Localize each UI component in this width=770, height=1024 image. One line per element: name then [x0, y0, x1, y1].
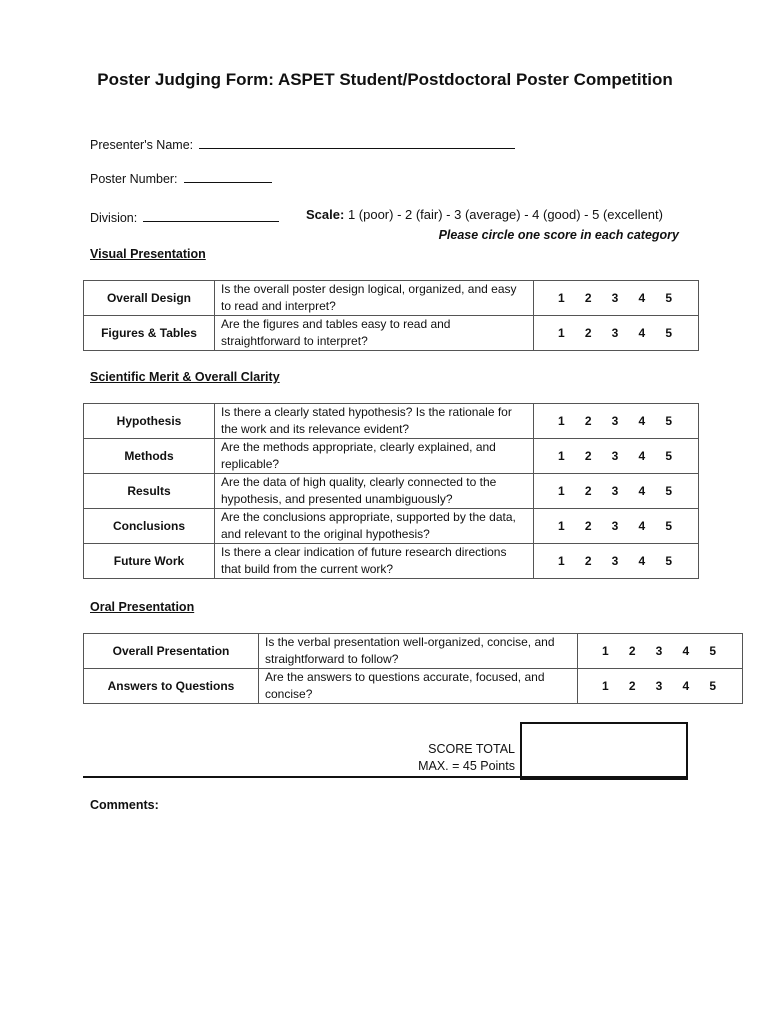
poster-number-field[interactable]: [90, 170, 272, 186]
table-row: [84, 544, 699, 579]
score-option[interactable]: 2: [584, 449, 592, 463]
score-total-text: SCORE TOTAL: [428, 742, 515, 756]
score-option[interactable]: 1: [558, 554, 565, 568]
table-row: [84, 281, 699, 316]
division-label: Division:: [90, 211, 138, 225]
form-title: Poster Judging Form: ASPET Student/Postdoctoral Poster Competition: [97, 70, 673, 89]
section-title-visual: Visual Presentation: [90, 247, 206, 261]
score-option[interactable]: 4: [638, 414, 646, 428]
score-option[interactable]: 3: [611, 449, 619, 463]
score-option[interactable]: 4: [638, 449, 646, 463]
table-row: [84, 509, 699, 544]
score-option[interactable]: 5: [665, 326, 672, 340]
score-option[interactable]: 5: [709, 644, 716, 658]
question-cell: Are the answers to questions accurate, focused, and concise?: [259, 669, 578, 704]
scale-label: Scale:: [306, 207, 345, 222]
table-row: [84, 634, 743, 669]
score-option[interactable]: 3: [611, 484, 619, 498]
score-option[interactable]: 2: [584, 414, 592, 428]
category-cell: Results: [84, 474, 215, 509]
score-option[interactable]: 3: [611, 326, 619, 340]
scale-text: 1 (poor) - 2 (fair) - 3 (average) - 4 (good) - 5 (excellent): [347, 207, 663, 222]
score-option[interactable]: 4: [638, 519, 646, 533]
section-title-scientific: Scientific Merit & Overall Clarity: [90, 370, 280, 384]
score-option[interactable]: 1: [558, 519, 565, 533]
score-option[interactable]: 3: [611, 291, 619, 305]
question-cell: Is the verbal presentation well-organized, concise, and straightforward to follow?: [259, 634, 578, 669]
score-option[interactable]: 3: [655, 679, 663, 693]
presenter-name-line[interactable]: [199, 136, 515, 149]
presenter-name-field[interactable]: [90, 136, 515, 152]
comments-label: Comments:: [90, 798, 159, 812]
score-option[interactable]: 3: [655, 644, 663, 658]
score-option[interactable]: 5: [665, 554, 672, 568]
score-option[interactable]: 2: [628, 679, 636, 693]
score-option[interactable]: 4: [638, 484, 646, 498]
category-cell: Figures & Tables: [84, 316, 215, 351]
question-cell: Is there a clear indication of future research directions that build from the current work?: [215, 544, 534, 579]
question-cell: Is there a clearly stated hypothesis? Is the rationale for the work and its relevance evident?: [215, 404, 534, 439]
table-row: [84, 474, 699, 509]
score-option[interactable]: 5: [665, 449, 672, 463]
division-line[interactable]: [143, 209, 279, 222]
score-option[interactable]: 1: [558, 326, 565, 340]
score-option[interactable]: 2: [584, 326, 592, 340]
score-total-max: MAX. = 45 Points: [418, 759, 515, 773]
scale-instruction: Please circle one score in each category: [438, 228, 679, 242]
score-option[interactable]: 3: [611, 414, 619, 428]
score-option[interactable]: 2: [628, 644, 636, 658]
score-option[interactable]: 2: [584, 519, 592, 533]
score-option[interactable]: 4: [638, 326, 646, 340]
table-row: [84, 439, 699, 474]
score-option[interactable]: 1: [602, 679, 609, 693]
score-cell[interactable]: [578, 669, 743, 704]
score-cell[interactable]: [534, 439, 699, 474]
score-cell[interactable]: [534, 474, 699, 509]
score-option[interactable]: 1: [558, 484, 565, 498]
score-cell[interactable]: [534, 281, 699, 316]
category-cell: Conclusions: [84, 509, 215, 544]
score-option[interactable]: 3: [611, 554, 619, 568]
score-total-label: [300, 741, 515, 775]
table-row: [84, 404, 699, 439]
score-option[interactable]: 1: [602, 644, 609, 658]
scale-legend: [306, 207, 663, 222]
score-option[interactable]: 2: [584, 484, 592, 498]
score-option[interactable]: 2: [584, 554, 592, 568]
score-option[interactable]: 5: [665, 414, 672, 428]
question-cell: Are the data of high quality, clearly connected to the hypothesis, and presented unambiguously?: [215, 474, 534, 509]
score-option[interactable]: 1: [558, 449, 565, 463]
scientific-merit-table: [83, 403, 699, 579]
question-cell: Are the figures and tables easy to read and straightforward to interpret?: [215, 316, 534, 351]
score-option[interactable]: 2: [584, 291, 592, 305]
score-option[interactable]: 3: [611, 519, 619, 533]
score-option[interactable]: 1: [558, 291, 565, 305]
category-cell: Overall Design: [84, 281, 215, 316]
question-cell: Are the methods appropriate, clearly explained, and replicable?: [215, 439, 534, 474]
visual-presentation-table: [83, 280, 699, 351]
score-option[interactable]: 4: [682, 644, 690, 658]
section-title-oral: Oral Presentation: [90, 600, 195, 614]
score-option[interactable]: 4: [682, 679, 690, 693]
poster-number-label: Poster Number:: [90, 172, 178, 186]
table-row: [84, 669, 743, 704]
score-option[interactable]: 5: [665, 484, 672, 498]
category-cell: Hypothesis: [84, 404, 215, 439]
score-option[interactable]: 1: [558, 414, 565, 428]
score-cell[interactable]: [534, 544, 699, 579]
category-cell: Methods: [84, 439, 215, 474]
oral-presentation-table: [83, 633, 743, 704]
score-option[interactable]: 5: [665, 291, 672, 305]
score-option[interactable]: 4: [638, 291, 646, 305]
score-option[interactable]: 5: [665, 519, 672, 533]
score-total-box[interactable]: [520, 722, 688, 780]
score-cell[interactable]: [578, 634, 743, 669]
score-option[interactable]: 4: [638, 554, 646, 568]
question-cell: Are the conclusions appropriate, supported by the data, and relevant to the original hypothesis?: [215, 509, 534, 544]
category-cell: Overall Presentation: [84, 634, 259, 669]
poster-number-line[interactable]: [184, 170, 272, 183]
score-option[interactable]: 5: [709, 679, 716, 693]
presenter-name-label: Presenter's Name:: [90, 138, 194, 152]
score-total-divider: [83, 776, 687, 778]
score-cell[interactable]: [534, 509, 699, 544]
category-cell: Answers to Questions: [84, 669, 259, 704]
question-cell: Is the overall poster design logical, organized, and easy to read and interpret?: [215, 281, 534, 316]
score-cell[interactable]: [534, 404, 699, 439]
score-cell[interactable]: [534, 316, 699, 351]
category-cell: Future Work: [84, 544, 215, 579]
table-row: [84, 316, 699, 351]
division-field[interactable]: [90, 209, 279, 225]
